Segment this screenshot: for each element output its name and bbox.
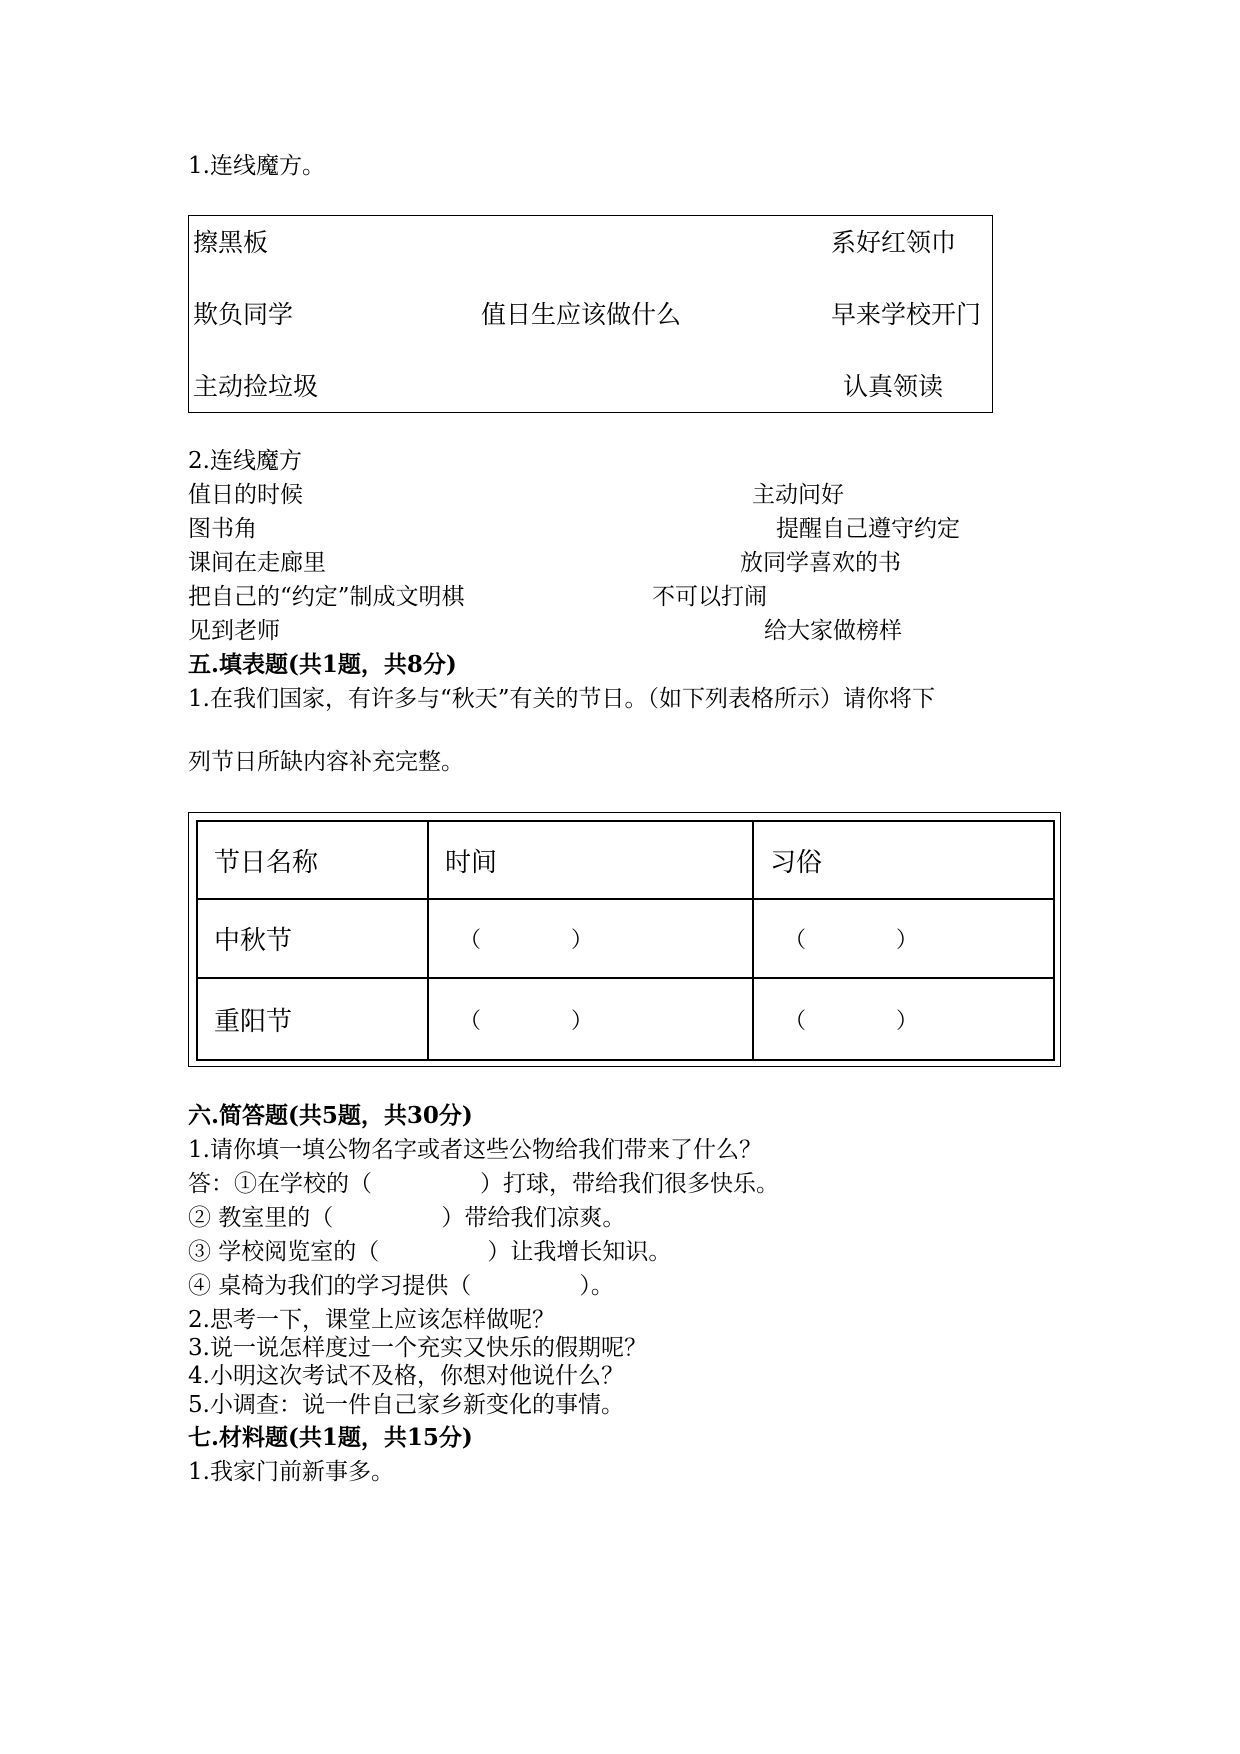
question-prompt: 2.连线魔方 <box>188 448 302 474</box>
festival-name: 中秋节 <box>197 899 428 978</box>
match-left-item: 见到老师 <box>188 618 280 644</box>
question-text: 1.我家门前新事多。 <box>188 1459 394 1485</box>
match-left-item: 擦黑板 <box>193 228 269 257</box>
match-right-item: 系好红领巾 <box>831 228 957 257</box>
table-header: 节日名称 <box>197 821 428 899</box>
section-heading: 七.材料题(共1题，共15分) <box>188 1424 473 1451</box>
table-row <box>197 899 1054 978</box>
fill-in-answer: ③ 学校阅览室的（ ）让我增长知识。 <box>188 1239 672 1265</box>
match-right-item: 主动问好 <box>752 482 844 508</box>
fill-in-answer: ② 教室里的（ ）带给我们凉爽。 <box>188 1205 626 1231</box>
festival-name: 重阳节 <box>197 978 428 1060</box>
custom-blank[interactable]: （ ） <box>753 978 1054 1060</box>
question-text: 5.小调查：说一件自己家乡新变化的事情。 <box>188 1392 624 1418</box>
table-header: 时间 <box>428 821 753 899</box>
match-right-item: 提醒自己遵守约定 <box>776 516 960 542</box>
matching-box <box>188 215 993 413</box>
question-text: 1.请你填一填公物名字或者这些公物给我们带来了什么？ <box>188 1137 762 1163</box>
match-right-item: 早来学校开门 <box>831 300 982 329</box>
match-right-item: 不可以打闹 <box>652 584 767 610</box>
question-text: 3.说一说怎样度过一个充实又快乐的假期呢？ <box>188 1335 647 1361</box>
match-left-item: 主动捡垃圾 <box>193 372 319 401</box>
match-left-item: 欺负同学 <box>193 300 294 329</box>
custom-blank[interactable]: （ ） <box>753 899 1054 978</box>
question-text: 2.思考一下，课堂上应该怎样做呢？ <box>188 1307 555 1333</box>
match-left-item: 值日的时候 <box>188 482 303 508</box>
match-left-item: 图书角 <box>188 516 257 542</box>
festival-table <box>196 820 1055 1061</box>
fill-in-answer: 答：①在学校的（ ）打球，带给我们很多快乐。 <box>188 1171 779 1197</box>
match-left-item: 课间在走廊里 <box>188 550 326 576</box>
time-blank[interactable]: （ ） <box>428 899 753 978</box>
fill-in-answer: ④ 桌椅为我们的学习提供（ ）。 <box>188 1273 614 1299</box>
table-row <box>197 978 1054 1060</box>
time-blank[interactable]: （ ） <box>428 978 753 1060</box>
match-center-item: 值日生应该做什么 <box>481 300 682 329</box>
question-text: 列节日所缺内容补充完整。 <box>188 749 464 775</box>
match-left-item: 把自己的“约定”制成文明棋 <box>188 584 465 610</box>
match-right-item: 给大家做榜样 <box>764 618 902 644</box>
section-heading: 五.填表题(共1题，共8分) <box>188 651 457 678</box>
table-header: 习俗 <box>753 821 1054 899</box>
section-heading: 六.简答题(共5题，共30分) <box>188 1102 473 1129</box>
match-right-item: 认真领读 <box>843 372 944 401</box>
question-text: 1.在我们国家，有许多与“秋天”有关的节日。（如下列表格所示）请你将下 <box>188 686 935 712</box>
match-right-item: 放同学喜欢的书 <box>740 550 901 576</box>
question-text: 4.小明这次考试不及格，你想对他说什么？ <box>188 1363 624 1389</box>
question-prompt: 1.连线魔方。 <box>188 153 325 179</box>
festival-table-frame <box>188 812 1061 1067</box>
